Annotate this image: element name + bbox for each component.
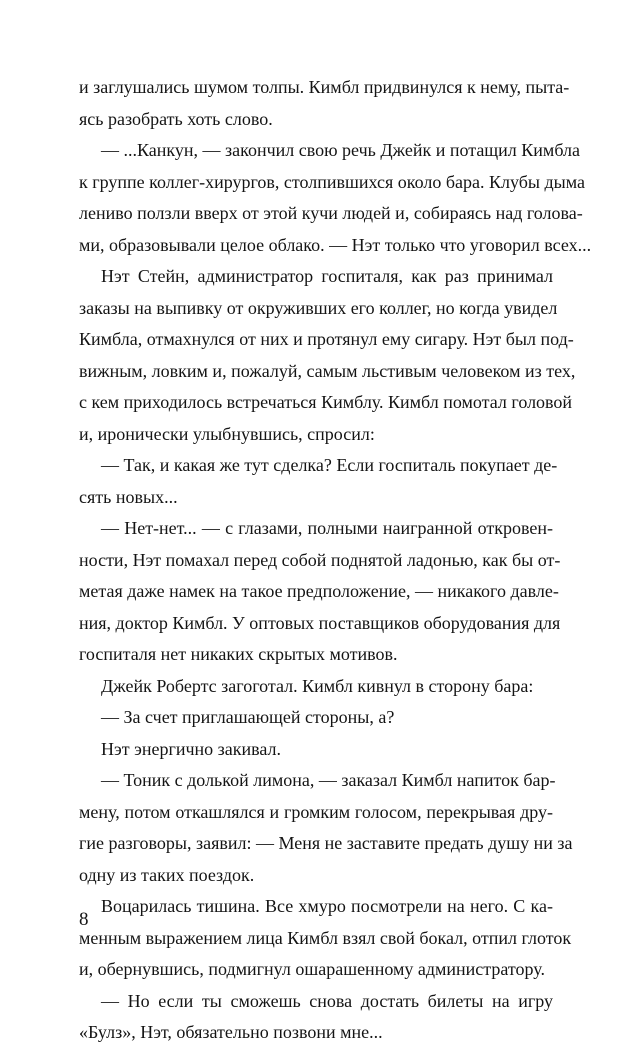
text-line: — Нет-нет... — с глазами, полными наигранной откровен- <box>101 518 553 538</box>
text-line: Воцарилась тишина. Все хмуро посмотрели на него. С ка- <box>101 896 553 916</box>
text-line: — За счет приглашающей стороны, а? <box>101 707 395 727</box>
text-line: и заглушались шумом толпы. Кимбл придвинулся к нему, пыта- <box>79 77 570 97</box>
text-line: и, иронически улыбнувшись, спросил: <box>79 423 375 444</box>
text-line: Джейк Робертс загоготал. Кимбл кивнул в сторону бара: <box>101 675 534 696</box>
text-line: ности, Нэт помахал перед собой поднятой ладонью, как бы от- <box>79 549 561 570</box>
text-line: метая даже намек на такое предположение, — никакого давле- <box>79 581 559 601</box>
text-line: ния, доктор Кимбл. У оптовых поставщиков оборудования для <box>79 612 561 633</box>
text-line: сять новых... <box>79 486 178 507</box>
text-line: — Так, и какая же тут сделка? Если госпиталь покупает де- <box>101 455 558 475</box>
book-page-text <box>79 72 592 1049</box>
text-line: лениво ползли вверх от этой кучи людей и, собираясь над голова- <box>79 203 583 223</box>
text-line: вижным, ловким и, пожалуй, самым льстивым человеком из тех, <box>79 360 576 381</box>
text-line: Нэт энергично закивал. <box>101 738 282 759</box>
page-number: 8 <box>79 909 89 930</box>
text-line: мену, потом откашлялся и громким голосом, перекрывая дру- <box>79 801 553 822</box>
text-line: ясь разобрать хоть слово. <box>79 108 273 129</box>
text-line: менным выражением лица Кимбл взял свой бокал, отпил глоток <box>79 927 572 948</box>
text-line: Нэт Стейн, администратор госпиталя, как раз принимал <box>101 266 553 286</box>
text-line: и, обернувшись, подмигнул ошарашенному администратору. <box>79 959 545 979</box>
text-line: — Тоник с долькой лимона, — заказал Кимбл напиток бар- <box>101 770 556 790</box>
text-line: гие разговоры, заявил: — Меня не заставите предать душу ни за <box>79 833 573 853</box>
text-line: одну из таких поездок. <box>79 864 255 885</box>
text-line: ми, образовывали целое облако. — Нэт только что уговорил всех... <box>79 234 592 255</box>
text-line: — Но если ты сможешь снова достать билеты на игру <box>101 990 553 1011</box>
text-line: к группе коллег-хирургов, столпившихся около бара. Клубы дыма <box>79 171 585 192</box>
text-line: «Булз», Нэт, обязательно позвони мне... <box>79 1022 383 1042</box>
text-line: заказы на выпивку от окруживших его коллег, но когда увидел <box>79 297 558 318</box>
text-line: госпиталя нет никаких скрытых мотивов. <box>79 644 398 664</box>
text-line: с кем приходилось встречаться Кимблу. Кимбл помотал головой <box>79 392 573 412</box>
text-line: — ...Канкун, — закончил свою речь Джейк и потащил Кимбла <box>101 140 580 160</box>
text-line: Кимбла, отмахнулся от них и протянул ему сигару. Нэт был под- <box>79 329 574 349</box>
